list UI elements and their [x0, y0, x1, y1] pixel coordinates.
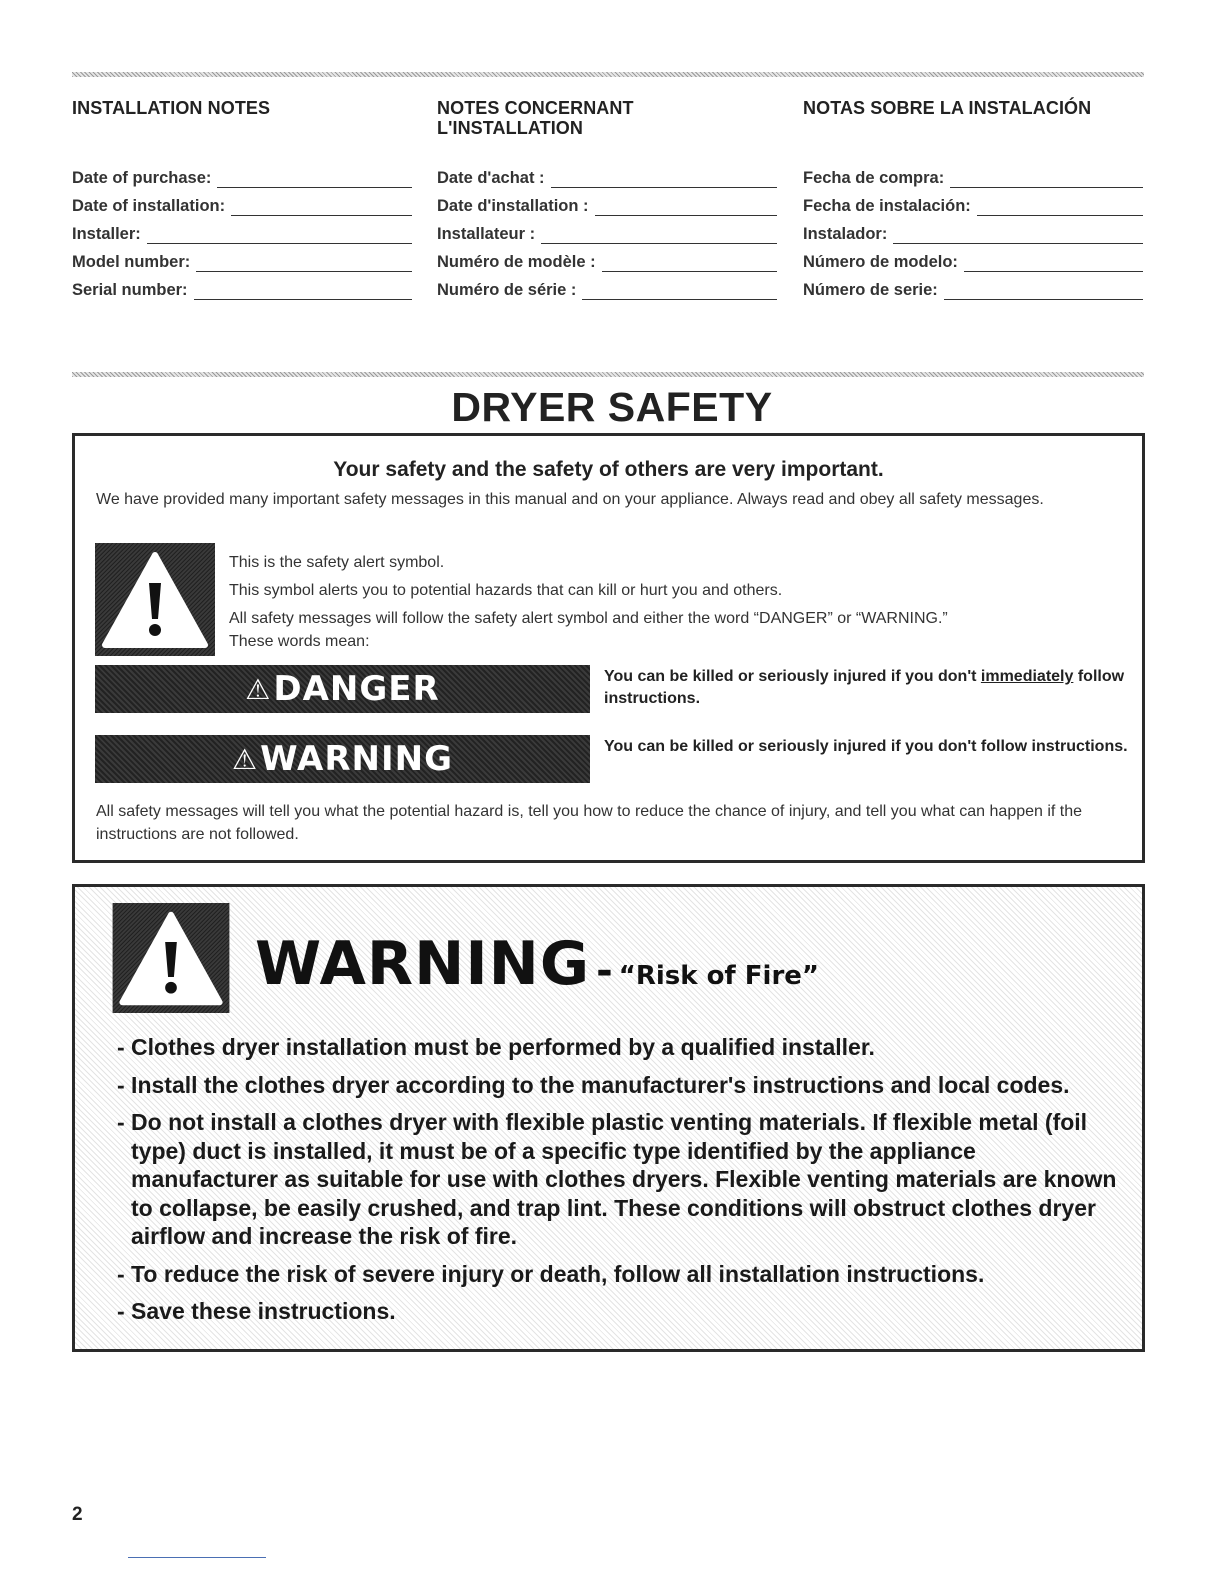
- field-label: Date d'installation :: [437, 197, 589, 215]
- footer-line: [128, 1557, 266, 1558]
- blank-line: [893, 225, 1143, 244]
- safety-closing: All safety messages will tell you what the potential hazard is, tell you how to reduce the chance of injury, and tell you what can happen if the instructions are not followed.: [96, 803, 1083, 843]
- blank-line: [551, 169, 777, 188]
- safety-subtitle: Your safety and the safety of others are very important.: [333, 458, 884, 481]
- danger-description: [604, 666, 1134, 710]
- top-divider: [72, 72, 1144, 77]
- list-item: - Clothes dryer installation must be performed by a qualified installer.: [117, 1034, 875, 1060]
- field-label: Date of installation:: [72, 197, 226, 215]
- danger-text-emphasis: immediately: [980, 668, 1074, 685]
- safety-info-box: [72, 433, 1145, 863]
- notes-title-spanish: NOTAS SOBRE LA INSTALACIÓN: [803, 98, 1092, 118]
- alert-line: This symbol alerts you to potential hazards that can kill or hurt you and others.: [229, 582, 783, 599]
- field-label: Serial number:: [72, 281, 188, 299]
- fire-warning-list: [117, 1033, 1127, 1335]
- alert-line: This is the safety alert symbol.: [229, 554, 445, 571]
- field-installer: [72, 216, 412, 244]
- blank-line: [950, 169, 1143, 188]
- blank-line: [582, 281, 777, 300]
- heading-dash: -: [596, 948, 613, 994]
- field-numero-serie-es: [803, 272, 1143, 300]
- field-numero-serie: [437, 272, 777, 300]
- risk-of-fire-label: “Risk of Fire”: [618, 961, 820, 991]
- field-label: Número de serie:: [803, 281, 938, 299]
- field-instalador: [803, 216, 1143, 244]
- blank-line: [194, 281, 412, 300]
- field-label: Numéro de modèle :: [437, 253, 596, 271]
- danger-text-part: follow instructions.: [604, 668, 1125, 707]
- notes-title-english: INSTALLATION NOTES: [72, 98, 271, 118]
- blank-line: [964, 253, 1143, 272]
- alert-symbol-explanation: [229, 549, 1109, 651]
- list-item: - To reduce the risk of severe injury or death, follow all installation instructions.: [117, 1260, 985, 1287]
- alert-triangle-icon: ⚠: [231, 742, 259, 776]
- blank-line: [977, 197, 1143, 216]
- field-label: Número de modelo:: [803, 253, 958, 271]
- field-label: Instalador:: [803, 225, 888, 243]
- blank-line: [602, 253, 777, 272]
- alert-line: These words mean:: [229, 633, 370, 650]
- field-model-number: [72, 244, 412, 272]
- danger-label: DANGER: [273, 669, 440, 709]
- field-label: Date of purchase:: [72, 169, 212, 187]
- field-fecha-instalacion: [803, 188, 1143, 216]
- blank-line: [231, 197, 412, 216]
- fire-warning-heading: [255, 929, 819, 999]
- warning-signal-bar: [95, 735, 590, 783]
- warning-label: WARNING: [260, 739, 454, 779]
- warning-triangle-icon: [112, 903, 230, 1013]
- notes-column-spanish: [803, 98, 1143, 300]
- alert-line: All safety messages will follow the safety alert symbol and either the word “DANGER” or “WARNING.”: [229, 610, 948, 627]
- field-numero-modele: [437, 244, 777, 272]
- field-installateur: [437, 216, 777, 244]
- notes-title-french: NOTES CONCERNANT L'INSTALLATION: [437, 98, 634, 138]
- field-label: Fecha de compra:: [803, 169, 945, 187]
- field-label: Model number:: [72, 253, 191, 271]
- field-label: Installateur :: [437, 225, 536, 243]
- warning-triangle-icon: [95, 543, 215, 656]
- warning-word: WARNING: [255, 929, 591, 999]
- danger-signal-bar: [95, 665, 590, 713]
- blank-line: [147, 225, 412, 244]
- blank-line: [196, 253, 412, 272]
- list-item: - Save these instructions.: [117, 1298, 396, 1324]
- field-numero-modelo: [803, 244, 1143, 272]
- field-date-of-installation: [72, 188, 412, 216]
- field-label: Installer:: [72, 225, 141, 243]
- field-serial-number: [72, 272, 412, 300]
- field-date-achat: [437, 160, 777, 188]
- blank-line: [595, 197, 777, 216]
- section-title: DRYER SAFETY: [451, 384, 773, 430]
- fire-warning-box: [72, 884, 1145, 1352]
- field-label: Date d'achat :: [437, 169, 545, 187]
- list-item: - Install the clothes dryer according to the manufacturer's instructions and local codes.: [117, 1071, 1070, 1098]
- notes-column-french: [437, 98, 777, 300]
- field-fecha-compra: [803, 160, 1143, 188]
- field-date-of-purchase: [72, 160, 412, 188]
- blank-line: [541, 225, 777, 244]
- list-item: - Do not install a clothes dryer with flexible plastic venting materials. If flexible metal (foil type) duct is installed, it must be of a specific type identified by the appliance manufacturer as suitable for use with clothes dryers. Flexible venting materials are known to collapse, be easily crushed, and trap lint. These conditions will obstruct clothes dryer airflow and increase the risk of fire.: [117, 1109, 1117, 1249]
- alert-triangle-icon: ⚠: [245, 672, 272, 706]
- notes-column-english: [72, 98, 412, 300]
- danger-text-part: You can be killed or seriously injured if you don't: [604, 668, 981, 685]
- safety-divider: [72, 372, 1144, 377]
- safety-intro: We have provided many important safety messages in this manual and on your appliance. Always read and obey all safety messages.: [96, 491, 1044, 508]
- field-label: Numéro de série :: [437, 281, 577, 299]
- warning-description: You can be killed or seriously injured if you don't follow instructions.: [604, 738, 1128, 755]
- field-date-installation-fr: [437, 188, 777, 216]
- page-number: 2: [72, 1504, 83, 1525]
- field-label: Fecha de instalación:: [803, 197, 971, 215]
- blank-line: [217, 169, 412, 188]
- blank-line: [944, 281, 1143, 300]
